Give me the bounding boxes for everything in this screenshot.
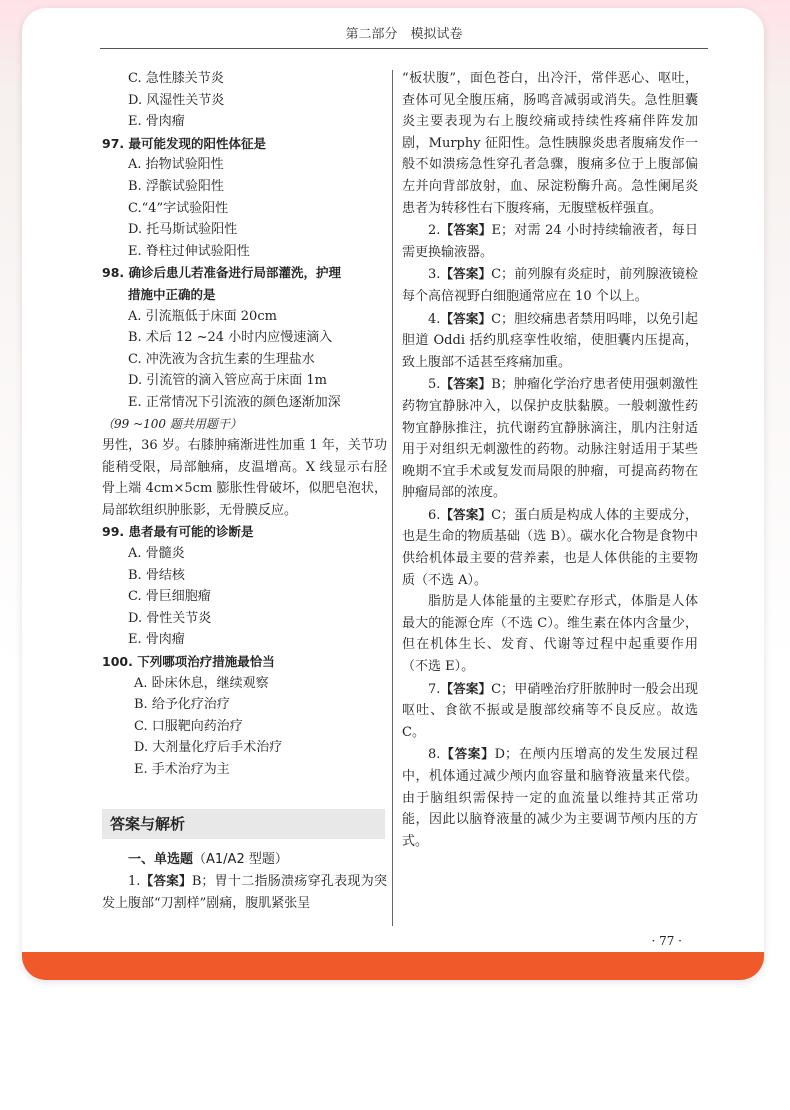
answer-number: 4. [428,311,441,327]
answer-text: B；胃十二指肠溃疡穿孔表现为突发上腹部“刀割样”剧痛，腹肌紧张呈 [102,874,387,911]
question-100 [102,651,387,673]
q97-option-d: D. 托马斯试验阳性 [128,222,238,238]
answer-label: 【答案】 [440,680,492,696]
question-99 [102,521,387,543]
answer-label: 【答案】 [440,376,492,392]
question-97 [102,133,387,155]
answer-number: 6. [428,507,441,523]
left-column [102,68,387,914]
answer-1 [102,870,387,914]
answer-number: 1. [128,874,141,890]
q97-option-e: E. 脊柱过伸试验阳性 [128,243,250,259]
subsection-name: 一、单选题 [128,851,194,867]
q96-option-e: E. 骨肉瘤 [128,114,185,130]
q99-option-c: C. 骨巨细胞瘤 [128,589,211,605]
answer-number: 3. [428,267,441,283]
answer-text: C；前列腺有炎症时，前列腺液镜检每个高倍视野白细胞通常应在 10 个以上。 [402,267,698,304]
q100-option-c: C. 口服靶向药治疗 [134,718,243,734]
answer-label: 【答案】 [440,506,492,522]
answer-label: 【答案】 [140,873,192,889]
answer-6 [402,504,698,591]
answer-6-fat-paragraph: 脂肪是人体能量的主要贮存形式，体脂是人体最大的能源仓库（不选 C）。维生素在体内含量少，但在机体生长、发育、代谢等过程中起重要作用（不选 E）。 [402,594,698,675]
q98-option-a: A. 引流瓶低于床面 20cm [128,308,277,324]
answer-number: 2. [428,223,441,239]
answer-label: 【答案】 [440,266,492,282]
question-text: 最可能发现的阳性体征是 [128,135,267,151]
subsection-title [102,849,387,871]
answer-number: 8. [428,747,441,763]
answer-4 [402,308,698,374]
answer-7 [402,678,698,744]
question-number: 97. [102,135,125,151]
question-text: 下列哪项治疗措施最恰当 [137,654,275,670]
right-column [402,68,698,852]
page [22,8,764,980]
column-divider [392,70,393,926]
q96-option-c: C. 急性膝关节炎 [128,71,224,86]
q99-option-b: B. 骨结核 [128,567,185,583]
answer-text: E；对需 24 小时持续输液者，每日需更换输液器。 [402,223,698,260]
question-number: 100. [102,654,133,670]
answer-8 [402,743,698,852]
answer-text: B；肿瘤化学治疗患者使用强刺激性药物宜静脉冲入，以保护皮肤黏膜。一般刺激性药物宜静脉推注，抗代谢药宜静脉滴注，肌内注射适用于对组织无刺激性的药物。动脉注射适用于某些晚期不宜手术或复发而局限的肿瘤，可提高药物在肿瘤局部的浓度。 [402,377,698,501]
q98-option-d: D. 引流管的滴入管应高于床面 1m [128,373,327,389]
answer-label: 【答案】 [440,746,495,762]
q100-option-b: B. 给予化疗治疗 [134,697,230,713]
q97-option-b: B. 浮髌试验阳性 [128,178,224,194]
answer-label: 【答案】 [440,310,492,326]
shared-stem-note: （99 ~100 题共用题干） [102,416,242,431]
question-number: 98. [102,265,125,281]
q99-option-d: D. 骨性关节炎 [128,610,212,626]
q98-option-c: C. 冲洗液为含抗生素的生理盐水 [128,351,315,367]
page-number: · 77 · [651,934,682,948]
answer-2 [402,219,698,263]
q98-option-b: B. 术后 12 ~24 小时内应慢速滴入 [128,330,333,346]
q97-option-a: A. 抬物试验阳性 [128,157,224,173]
q100-option-a: A. 卧床休息，继续观察 [134,675,269,691]
answer-3 [402,263,698,307]
shared-stem: 男性，36 岁。右膝肿痛渐进性加重 1 年，关节功能稍受限，局部触痛，皮温增高。X 线显示右胫骨上端 4cm×5cm 膨胀性骨破坏，似肥皂泡状，局部软组织肿胀影，无骨膜反应。 [102,438,387,518]
subsection-type: （A1/A2 型题） [193,851,288,867]
q96-option-d: D. 风湿性关节炎 [128,92,225,108]
answer-text: C；甲硝唑治疗肝脓肿时一般会出现呕吐、食欲不振或是腹部绞痛等不良反应。故选 C。 [402,681,698,740]
answer-label: 【答案】 [440,222,492,238]
answer-number: 7. [428,681,441,697]
question-98 [102,262,387,284]
question-text-line1: 确诊后患儿若准备进行局部灌洗，护理 [128,265,342,281]
answer-text: D；在颅内压增高的发生发展过程中，机体通过减少颅内血容量和脑脊液量来代偿。由于脑组织需保持一定的血流量以维持其正常功能，因此以脑脊液量的减少为主要调节颅内压的方式。 [402,747,698,849]
q97-option-c: C.“4”字试验阳性 [128,200,229,216]
question-text: 患者最有可能的诊断是 [128,524,254,540]
section-title: 答案与解析 [102,809,385,839]
answer-5 [402,373,698,504]
answer-text: C；蛋白质是构成人体的主要成分，也是生命的物质基础（选 B）。碳水化合物是食物中供给机体最主要的营养素，也是人体供能的主要物质（不选 A）。 [402,507,698,588]
q98-option-e: E. 正常情况下引流液的颜色逐渐加深 [128,394,341,410]
question-number: 99. [102,524,125,540]
answer-text: C；胆绞痛患者禁用吗啡，以免引起胆道 Oddi 括约肌痉挛性收缩，使胆囊内压提高，致上腹部不适甚至疼痛加重。 [402,311,698,370]
q99-option-e: E. 骨肉瘤 [128,632,185,648]
bottom-band [22,952,764,980]
q99-option-a: A. 骨髓炎 [128,546,185,562]
q100-option-d: D. 大剂量化疗后手术治疗 [134,740,283,756]
question-98-line2: 措施中正确的是 [128,286,216,302]
running-header: 第二部分 模拟试卷 [100,22,708,49]
q100-option-e: E. 手术治疗为主 [134,762,230,777]
answer-number: 5. [428,377,441,393]
answer-1-continued: “板状腹”，面色苍白，出冷汗，常伴恶心、呕吐，查体可见全腹压痛，肠鸣音减弱或消失。急性胆囊炎主要表现为右上腹绞痛或持续性疼痛伴阵发加剧，Murphy 征阳性。急性胰腺炎患者腹痛发作一般不如溃疡急性穿孔者急骤，腹痛多位于上腹部偏左并向背部放射，血、尿淀粉酶升高。急性阑尾炎患者为转移性右下腹疼痛，无腹壁板样强直。 [402,71,698,216]
